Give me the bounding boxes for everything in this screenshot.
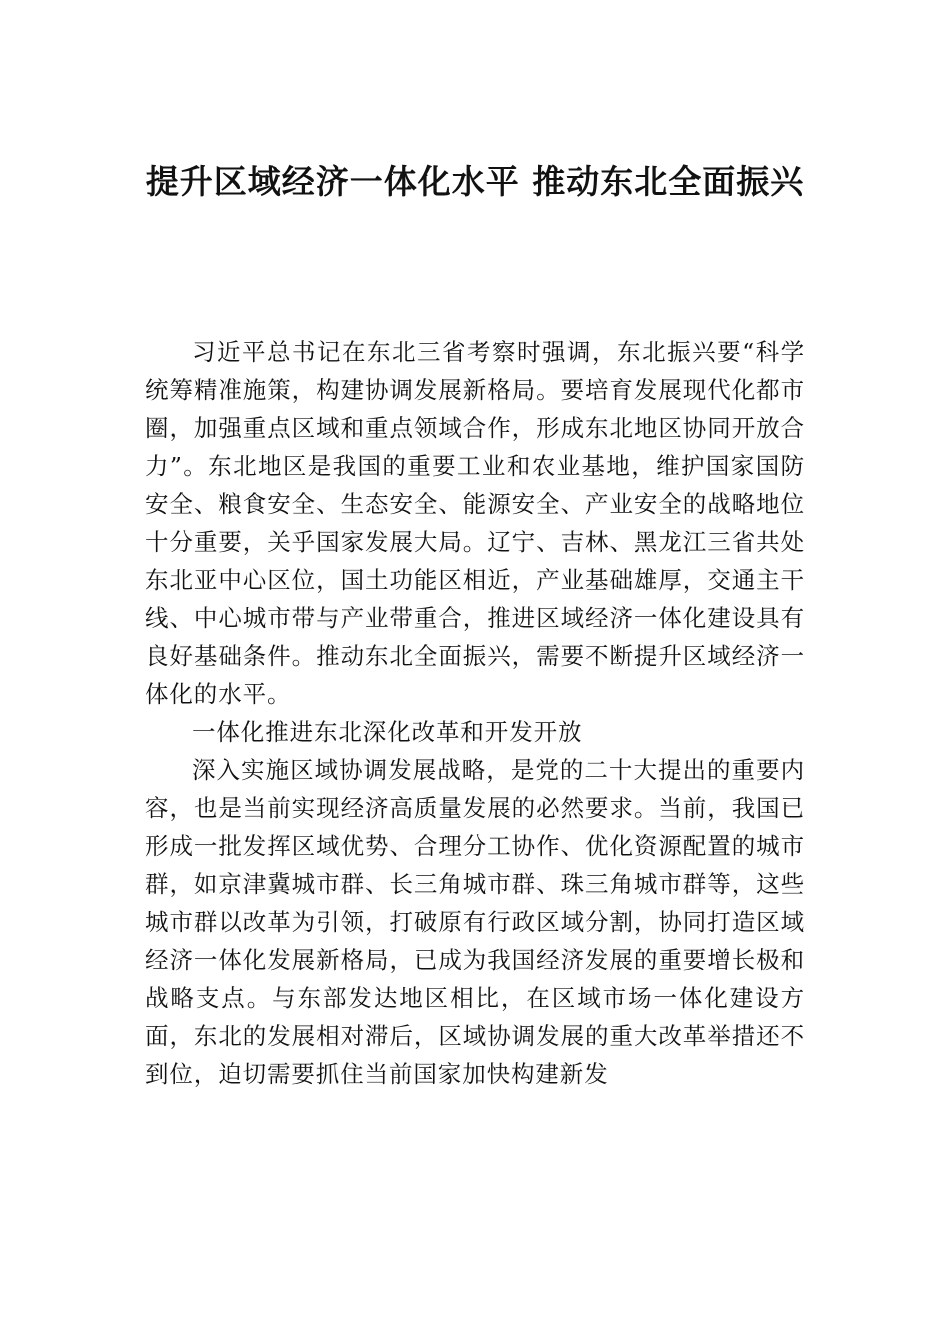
article-body (145, 333, 805, 1093)
page-title: 提升区域经济一体化水平 推动东北全面振兴 (145, 162, 805, 201)
body-paragraph: 深入实施区域协调发展战略，是党的二十大提出的重要内容，也是当前实现经济高质量发展的必然要求。当前，我国已形成一批发挥区域优势、合理分工协作、优化资源配置的城市群，如京津冀城市群、长三角城市群、珠三角城市群等，这些城市群以改革为引领，打破原有行政区域分割，协同打造区域经济一体化发展新格局，已成为我国经济发展的重要增长极和战略支点。与东部发达地区相比，在区域市场一体化建设方面，东北的发展相对滞后，区域协调发展的重大改革举措还不到位，迫切需要抓住当前国家加快构建新发 (145, 756, 805, 1088)
intro-paragraph: 习近平总书记在东北三省考察时强调，东北振兴要“科学统筹精准施策，构建协调发展新格局。要培育发展现代化都市圈，加强重点区域和重点领域合作，形成东北地区协同开放合力”。东北地区是我国的重要工业和农业基地，维护国家国防安全、粮食安全、生态安全、能源安全、产业安全的战略地位十分重要，关乎国家发展大局。辽宁、吉林、黑龙江三省共处东北亚中心区位，国土功能区相近，产业基础雄厚，交通主干线、中心城市带与产业带重合，推进区域经济一体化建设具有良好基础条件。推动东北全面振兴，需要不断提升区域经济一体化的水平。 (145, 338, 805, 708)
section-heading: 一体化推进东北深化改革和开发开放 (192, 718, 583, 746)
